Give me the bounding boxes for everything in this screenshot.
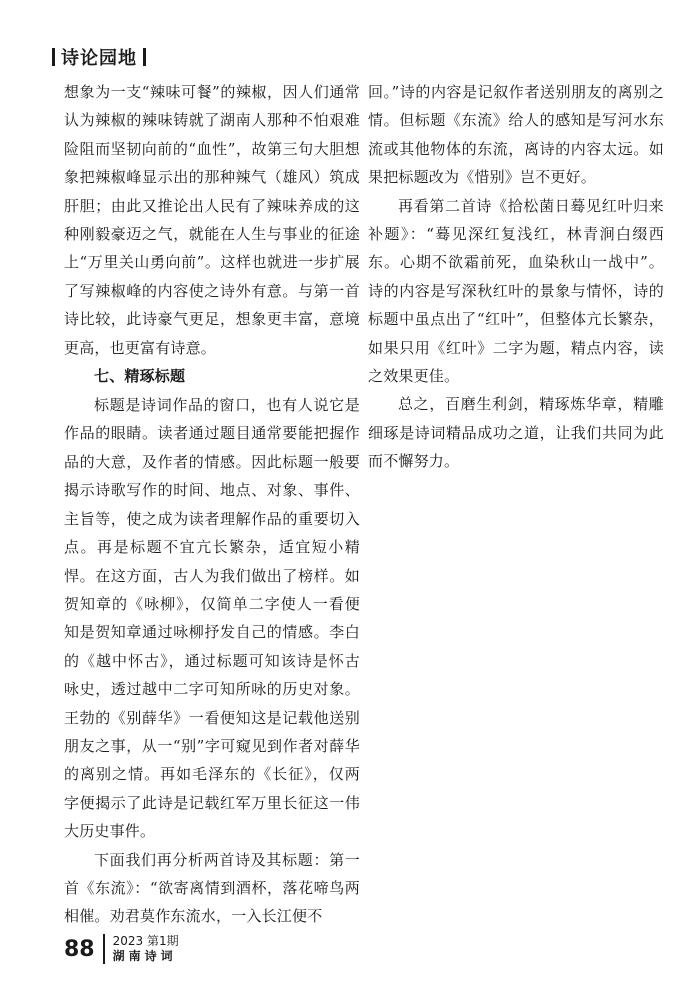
left-paragraph-1: 想象为一支“辣味可餐”的辣椒，因人们通常认为辣椒的辣味铸就了湖南人那种不怕艰难险阻而坚韧向前的“血性”，故第三句大胆想象把辣椒峰显示出的那种辣气（雄风）筑成肝胆；由此又推论出人民有了辣味养成的这种刚毅豪迈之气，就能在人生与事业的征途上“万里关山勇向前”。这样也就进一步扩展了写辣椒峰的内容使之诗外有意。与第一首诗比较，此诗豪气更足，想象更丰富，意境更高，也更富有诗意。 [64,83,360,357]
right-paragraph-2: 再看第二首诗《拾松菌日蓦见红叶归来补题》：“蓦见深红复浅红，林青涧白缀西东。心期不欲霜前死，血染秋山一战中”。诗的内容是写深秋红叶的景象与情怀，诗的标题中虽点出了“红叶”，但整体亢长繁杂，如果只用《红叶》二字为题，精点内容，读之效果更佳。 [368,196,664,386]
page-number: 88 [64,936,95,962]
issue-info [113,934,179,964]
section-title: 诗论园地 [61,48,137,69]
issue-label: 2023 第1期 [112,934,179,948]
header-bar-right [143,48,146,66]
footer-divider [103,934,105,964]
left-paragraph-3: 下面我们再分析两首诗及其标题：第一首《东流》：“欲寄离情到酒杯，落花啼鸟两相催。劝君莫作东流水，一入长江便不 [64,850,360,926]
subheading: 七、精琢标题 [94,367,186,386]
right-paragraph-1: 回。”诗的内容是记叙作者送别朋友的离别之情。但标题《东流》给人的感知是写河水东流或其他物体的东流，离诗的内容太远。如果把标题改为《惜别》岂不更好。 [368,83,664,187]
left-paragraph-2: 标题是诗词作品的窗口，也有人说它是作品的眼睛。读者通过题目通常要能把握作品的大意，及作者的情感。因此标题一般要揭示诗歌写作的时间、地点、对象、事件、主旨等，使之成为读者理解作品的重要切入点。再是标题不宜亢长繁杂，适宜短小精悍。在这方面，古人为我们做出了榜样。如贺知章的《咏柳》，仅简单二字使人一看便知是贺知章通过咏柳抒发自己的情感。李白的《越中怀古》，通过标题可知该诗是怀古咏史，透过越中二字可知所咏的历史对象。王勃的《别薛华》一看便知这是记载他送别朋友之事，从一“别”字可窥见到作者对薛华的离别之情。再如毛泽东的《长征》，仅两字便揭示了此诗是记载红军万里长征这一伟大历史事件。 [64,396,360,841]
right-column [368,78,664,476]
page-footer [64,934,179,964]
right-paragraph-3: 总之，百磨生利剑，精琢炼华章，精雕细琢是诗词精品成功之道，让我们共同为此而不懈努力。 [368,395,664,471]
header-bar-left [52,48,55,66]
section-header [52,44,146,70]
left-column [64,78,360,931]
magazine-logo: 湖南诗词 [112,949,177,963]
